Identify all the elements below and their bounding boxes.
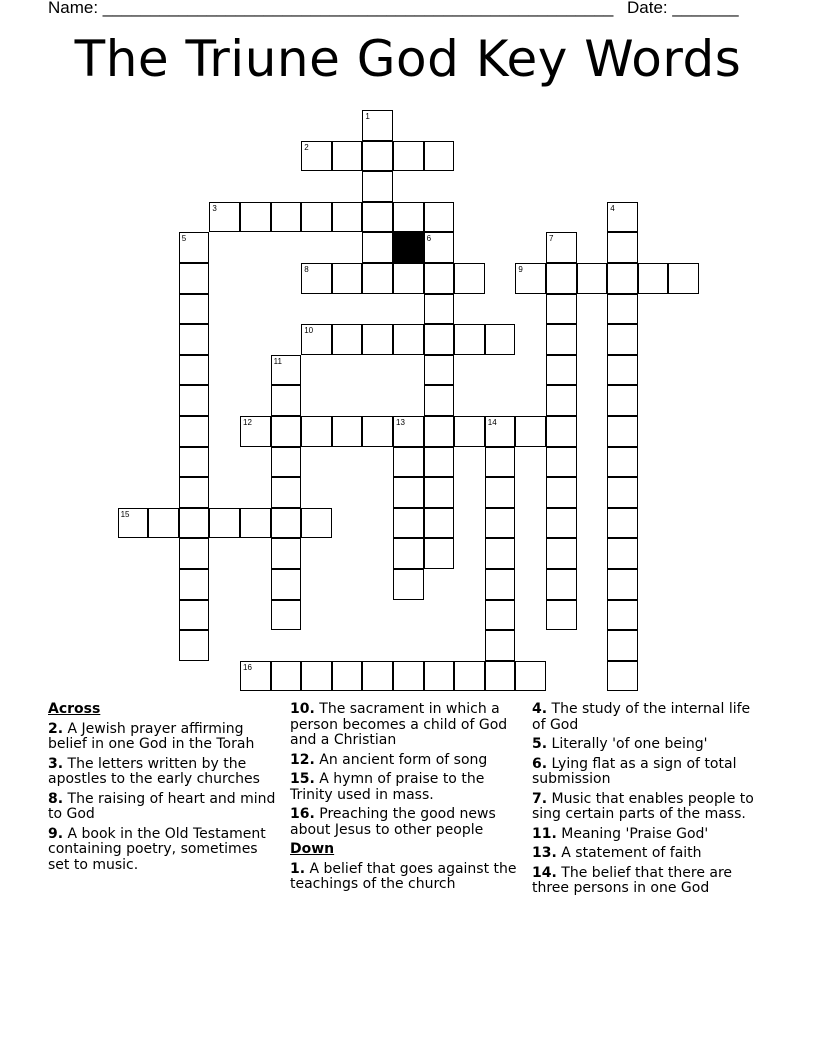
name-field-label: Name: ______________________________________________________ (48, 0, 614, 17)
answer-cell[interactable] (362, 171, 393, 202)
answer-cell[interactable] (362, 232, 393, 263)
down-clue (532, 827, 764, 843)
answer-cell[interactable] (271, 447, 302, 478)
answer-cell[interactable] (271, 600, 302, 631)
answer-cell[interactable] (424, 538, 455, 569)
clue-number: 8. (48, 790, 64, 807)
clue-number-15: 15 (120, 509, 130, 519)
across-clue (290, 772, 522, 803)
answer-cell[interactable] (179, 385, 210, 416)
clue-number: 3. (48, 755, 64, 772)
answer-cell[interactable] (424, 416, 455, 447)
answer-cell[interactable] (546, 263, 577, 294)
answer-cell[interactable] (607, 416, 638, 447)
clue-number: 14. (532, 864, 557, 881)
clue-number-2: 2 (304, 142, 309, 152)
answer-cell[interactable] (271, 508, 302, 539)
clue-text: A hymn of praise to the Trinity used in mass. (290, 771, 485, 803)
across-clue (290, 702, 522, 749)
answer-cell[interactable] (179, 416, 210, 447)
clue-number-4: 4 (610, 203, 615, 213)
clue-text: The letters written by the apostles to the early churches (48, 755, 260, 787)
black-cell (393, 232, 424, 263)
clue-number-11: 11 (273, 356, 282, 366)
clue-number-10: 10 (304, 326, 314, 336)
answer-cell[interactable] (424, 508, 455, 539)
clue-text: Music that enables people to sing certain parts of the mass. (532, 790, 754, 822)
answer-cell[interactable] (546, 600, 577, 631)
answer-cell[interactable] (485, 630, 516, 661)
down-clue (532, 792, 764, 823)
answer-cell[interactable] (393, 324, 424, 355)
answer-cell[interactable] (546, 416, 577, 447)
across-heading: Across (48, 701, 101, 717)
answer-cell[interactable] (332, 141, 363, 172)
answer-cell[interactable] (607, 294, 638, 325)
clue-number: 2. (48, 720, 64, 737)
across-clue (48, 792, 280, 823)
answer-cell[interactable] (179, 447, 210, 478)
answer-cell[interactable] (332, 202, 363, 233)
clue-number-8: 8 (304, 265, 309, 274)
clue-number-1: 1 (365, 112, 370, 121)
answer-cell[interactable] (485, 600, 516, 631)
clue-text: A book in the Old Testament containing poetry, sometimes set to music. (48, 825, 266, 873)
answer-cell[interactable] (485, 477, 516, 508)
answer-cell[interactable] (362, 324, 393, 355)
answer-cell[interactable] (424, 294, 455, 325)
answer-cell[interactable] (546, 385, 577, 416)
answer-cell[interactable] (301, 416, 332, 447)
answer-cell[interactable] (362, 263, 393, 294)
answer-cell[interactable] (393, 477, 424, 508)
answer-cell[interactable] (301, 202, 332, 233)
clue-column-2 (290, 702, 522, 897)
clue-number-7: 7 (549, 234, 554, 244)
answer-cell[interactable] (607, 477, 638, 508)
down-heading: Down (290, 841, 335, 857)
answer-cell[interactable] (607, 447, 638, 478)
answer-cell[interactable] (485, 538, 516, 569)
down-clue (532, 846, 764, 862)
clue-number: 7. (532, 790, 548, 807)
answer-cell[interactable] (546, 294, 577, 325)
across-clue (48, 757, 280, 788)
clue-number-16: 16 (243, 662, 252, 672)
clue-number-3: 3 (212, 203, 217, 213)
answer-cell[interactable] (240, 202, 271, 233)
down-clue (290, 862, 522, 893)
answer-cell[interactable] (546, 447, 577, 478)
answer-cell[interactable] (607, 538, 638, 569)
down-clue-list (290, 862, 522, 893)
down-clue (532, 737, 764, 753)
answer-cell[interactable] (362, 202, 393, 233)
answer-cell[interactable] (393, 141, 424, 172)
across-clue (48, 722, 280, 753)
clue-text: A belief that goes against the teachings of the church (290, 860, 517, 892)
across-clue (290, 807, 522, 838)
clue-number: 9. (48, 825, 64, 842)
across-clue-list-continued (290, 702, 522, 838)
down-clue (532, 757, 764, 788)
answer-cell[interactable] (271, 569, 302, 600)
answer-cell[interactable] (485, 569, 516, 600)
answer-cell[interactable] (607, 263, 638, 294)
answer-cell[interactable] (577, 263, 608, 294)
answer-cell[interactable] (424, 141, 455, 172)
answer-cell[interactable] (607, 630, 638, 661)
answer-cell[interactable] (424, 661, 455, 692)
answer-cell[interactable] (424, 477, 455, 508)
answer-cell[interactable] (179, 294, 210, 325)
clue-number-12: 12 (243, 418, 252, 427)
answer-cell[interactable] (546, 538, 577, 569)
clue-number: 4. (532, 701, 548, 717)
answer-cell[interactable] (393, 508, 424, 539)
answer-cell[interactable] (668, 263, 699, 294)
answer-cell[interactable] (301, 508, 332, 539)
answer-cell[interactable] (179, 508, 210, 539)
answer-cell[interactable] (546, 508, 577, 539)
answer-cell[interactable] (424, 447, 455, 478)
answer-cell[interactable] (393, 202, 424, 233)
across-clue (290, 753, 522, 769)
answer-cell[interactable] (424, 355, 455, 386)
answer-cell[interactable] (607, 355, 638, 386)
answer-cell[interactable] (271, 661, 302, 692)
answer-cell[interactable] (424, 324, 455, 355)
answer-cell[interactable] (515, 661, 546, 692)
answer-cell[interactable] (515, 416, 546, 447)
answer-cell[interactable] (393, 569, 424, 600)
answer-cell[interactable] (424, 263, 455, 294)
answer-cell[interactable] (546, 569, 577, 600)
answer-cell[interactable] (607, 385, 638, 416)
answer-cell[interactable] (607, 232, 638, 263)
clue-number-5: 5 (181, 234, 187, 244)
clue-number-14: 14 (487, 418, 497, 427)
answer-cell[interactable] (638, 263, 669, 294)
clue-number-9: 9 (518, 265, 523, 274)
answer-cell[interactable] (301, 661, 332, 692)
answer-cell[interactable] (362, 416, 393, 447)
answer-cell[interactable] (209, 508, 240, 539)
clue-number: 13. (532, 845, 557, 861)
answer-cell[interactable] (485, 508, 516, 539)
clue-text: Meaning 'Praise God' (556, 825, 709, 842)
answer-cell[interactable] (271, 385, 302, 416)
answer-cell[interactable] (179, 355, 210, 386)
answer-cell[interactable] (148, 508, 179, 539)
across-clue (48, 827, 280, 874)
clue-text: The sacrament in which a person becomes a child of God and a Christian (290, 701, 508, 748)
clue-text: The raising of heart and mind to God (48, 790, 276, 822)
answer-cell[interactable] (607, 661, 638, 692)
answer-cell[interactable] (393, 661, 424, 692)
answer-cell[interactable] (485, 661, 516, 692)
answer-cell[interactable] (546, 477, 577, 508)
answer-cell[interactable] (179, 324, 210, 355)
across-clue-list (48, 722, 280, 874)
answer-cell[interactable] (179, 538, 210, 569)
answer-cell[interactable] (332, 416, 363, 447)
clue-number: 15. (290, 771, 315, 787)
answer-cell[interactable] (179, 477, 210, 508)
answer-cell[interactable] (393, 538, 424, 569)
clue-number: 5. (532, 736, 548, 752)
answer-cell[interactable] (485, 447, 516, 478)
answer-cell[interactable] (179, 263, 210, 294)
answer-cell[interactable] (332, 263, 363, 294)
answer-cell[interactable] (271, 538, 302, 569)
answer-cell[interactable] (393, 447, 424, 478)
answer-cell[interactable] (454, 324, 485, 355)
answer-cell[interactable] (362, 141, 393, 172)
clue-number-6: 6 (426, 234, 432, 244)
clue-number: 12. (290, 751, 315, 768)
answer-cell[interactable] (454, 416, 485, 447)
answer-cell[interactable] (362, 661, 393, 692)
down-clue (532, 702, 764, 733)
clue-text: A statement of faith (556, 845, 702, 861)
answer-cell[interactable] (271, 416, 302, 447)
answer-cell[interactable] (332, 661, 363, 692)
answer-cell[interactable] (332, 324, 363, 355)
answer-cell[interactable] (485, 324, 516, 355)
clue-text: Literally 'of one being' (547, 736, 708, 752)
answer-cell[interactable] (424, 385, 455, 416)
clue-text: The study of the internal life of God (532, 701, 751, 733)
answer-cell[interactable] (393, 263, 424, 294)
answer-cell[interactable] (607, 569, 638, 600)
page-title: The Triune God Key Words (74, 30, 742, 88)
answer-cell[interactable] (271, 477, 302, 508)
clue-text: The belief that there are three persons in one God (532, 864, 733, 896)
clue-text: A Jewish prayer affirming belief in one God in the Torah (48, 720, 255, 752)
down-clue-list-continued (532, 702, 764, 897)
date-field-label: Date: _______ (627, 0, 739, 17)
answer-cell[interactable] (607, 600, 638, 631)
answer-cell[interactable] (424, 202, 455, 233)
answer-cell[interactable] (179, 569, 210, 600)
clue-column-3 (532, 702, 764, 901)
clue-number: 10. (290, 701, 315, 717)
clue-number: 16. (290, 806, 315, 822)
clue-number: 1. (290, 860, 306, 877)
clue-text: Preaching the good news about Jesus to other people (290, 806, 496, 838)
down-clue (532, 866, 764, 897)
answer-cell[interactable] (240, 508, 271, 539)
answer-cell[interactable] (454, 263, 485, 294)
clue-number: 6. (532, 755, 548, 772)
clue-column-1 (48, 702, 280, 877)
clue-number-13: 13 (396, 418, 405, 427)
answer-cell[interactable] (179, 600, 210, 631)
clue-text: Lying flat as a sign of total submission (532, 755, 737, 787)
answer-cell[interactable] (271, 202, 302, 233)
answer-cell[interactable] (546, 355, 577, 386)
answer-cell[interactable] (607, 508, 638, 539)
answer-cell[interactable] (546, 324, 577, 355)
answer-cell[interactable] (607, 324, 638, 355)
clue-number: 11. (532, 825, 557, 842)
answer-cell[interactable] (179, 630, 210, 661)
answer-cell[interactable] (454, 661, 485, 692)
clue-text: An ancient form of song (314, 751, 488, 768)
